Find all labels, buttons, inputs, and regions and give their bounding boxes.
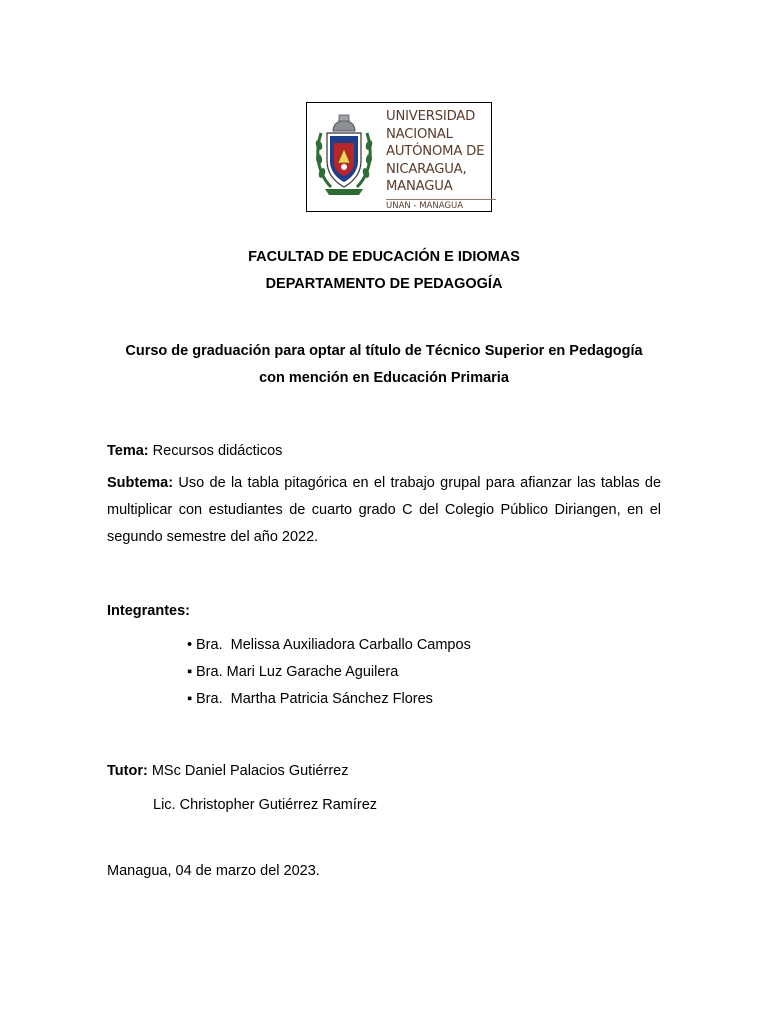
- university-logo: [306, 102, 492, 212]
- logo-wordmark: [386, 108, 496, 196]
- logo-line: UNIVERSIDAD: [386, 109, 476, 124]
- list-item: [187, 691, 433, 707]
- tutor-label: Tutor:: [107, 763, 148, 779]
- tutor-secondary: Lic. Christopher Gutiérrez Ramírez: [153, 797, 378, 813]
- list-item: [187, 637, 471, 653]
- tutor-primary: MSc Daniel Palacios Gutiérrez: [151, 763, 349, 779]
- logo-tagline: UNAN - MANAGUA: [386, 199, 496, 211]
- bullet-icon: •: [187, 637, 193, 653]
- tema-label: Tema:: [107, 443, 149, 459]
- bullet-icon: ▪: [187, 664, 193, 680]
- course-title-line-2: con mención en Educación Primaria: [259, 370, 509, 386]
- subtema-label: Subtema:: [107, 475, 174, 491]
- logo-line: MANAGUA: [386, 179, 453, 194]
- logo-line: AUTÓNOMA DE: [386, 144, 485, 159]
- member-name: Bra. Melissa Auxiliadora Carballo Campos: [196, 637, 471, 653]
- faculty-heading: FACULTAD DE EDUCACIÓN E IDIOMAS: [248, 249, 520, 265]
- tema-value: Recursos didácticos: [152, 443, 283, 459]
- subtema-paragraph: [107, 470, 661, 551]
- department-heading: DEPARTAMENTO DE PEDAGOGÍA: [265, 276, 503, 292]
- list-item: [187, 664, 398, 680]
- member-name: Bra. Mari Luz Garache Aguilera: [196, 664, 399, 680]
- tema-row: [107, 443, 282, 459]
- logo-line: NACIONAL: [386, 126, 453, 142]
- integrantes-label: Integrantes:: [107, 603, 190, 619]
- bullet-icon: ▪: [187, 691, 193, 707]
- tutor-row: [107, 763, 348, 779]
- logo-line: NICARAGUA,: [386, 161, 467, 177]
- member-name: Bra. Martha Patricia Sánchez Flores: [196, 691, 433, 707]
- subtema-value: Uso de la tabla pitagórica en el trabajo grupal para afianzar las tablas de multiplicar con estudiantes de cuarto grado C del Colegio Público Diriangen, en el segundo semestre del año 2022.: [107, 475, 662, 545]
- place-date: Managua, 04 de marzo del 2023.: [107, 863, 320, 879]
- university-crest-icon: [313, 111, 375, 197]
- course-title-line-1: Curso de graduación para optar al título de Técnico Superior en Pedagogía: [125, 343, 643, 359]
